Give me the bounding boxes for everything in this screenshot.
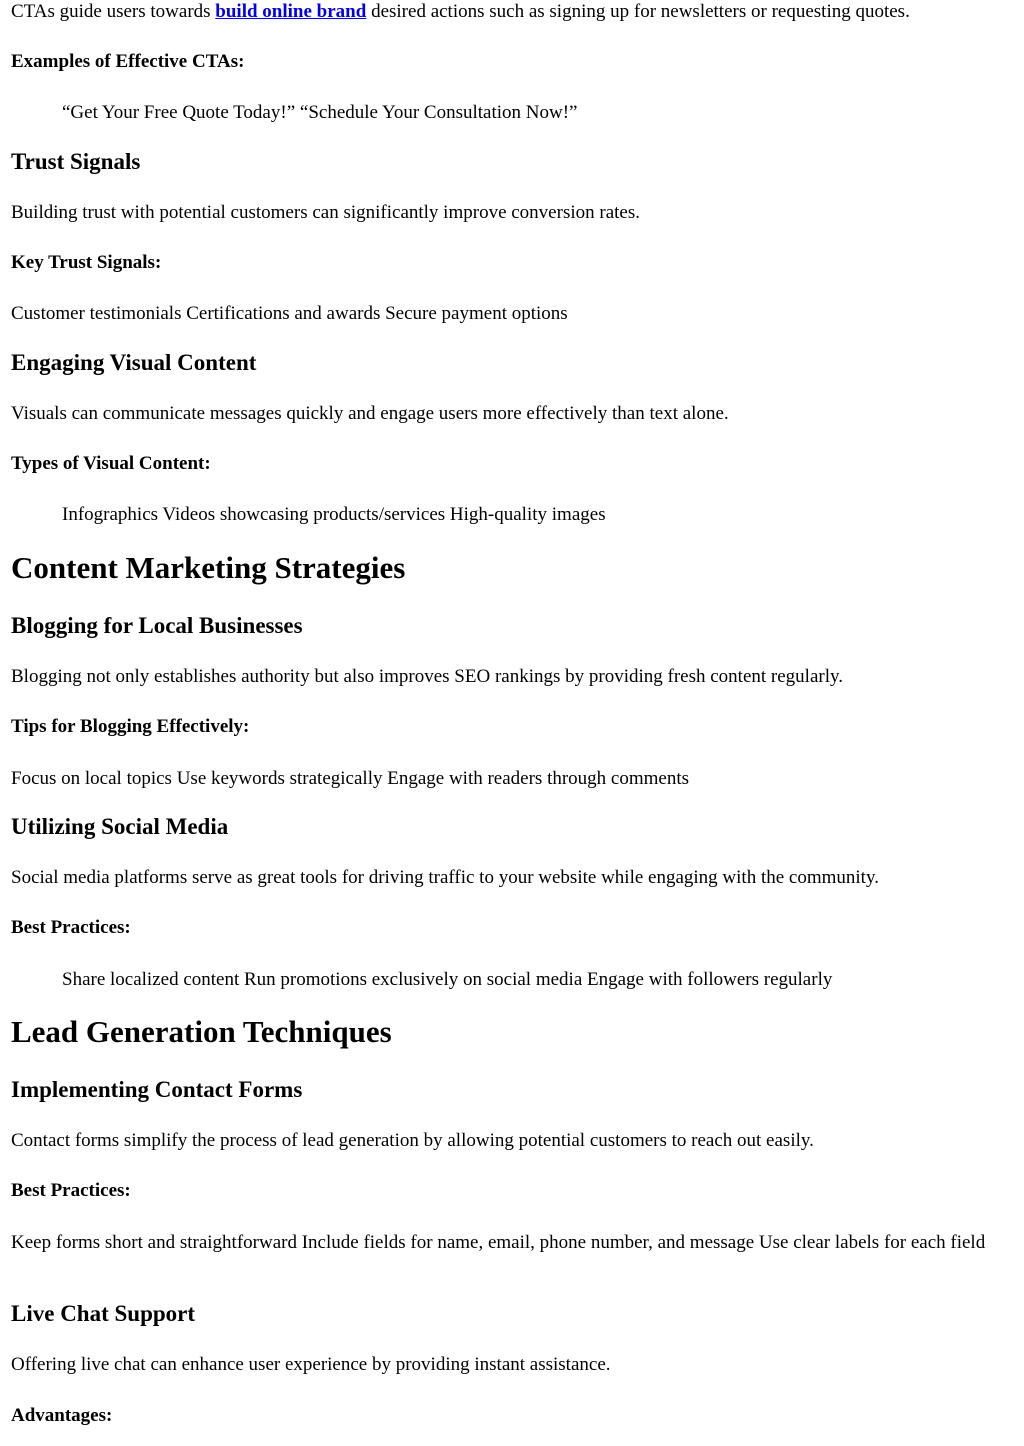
visual-content-list: Infographics Videos showcasing products/services High-quality images — [62, 504, 606, 525]
contact-forms-best-practices-list: Keep forms short and straightforward Include fields for name, email, phone number, and message Use clear labels for each field — [11, 1232, 986, 1253]
cta-examples-heading: Examples of Effective CTAs: — [11, 51, 245, 72]
visual-content-title: Engaging Visual Content — [11, 350, 257, 375]
visual-content-types-heading: Types of Visual Content: — [11, 453, 211, 474]
social-best-practices-list: Share localized content Run promotions exclusively on social media Engage with followers regularly — [62, 969, 833, 990]
contact-forms-body: Contact forms simplify the process of lead generation by allowing potential customers to reach out easily. — [11, 1130, 814, 1151]
key-trust-signals-heading: Key Trust Signals: — [11, 252, 162, 273]
intro-paragraph — [11, 0, 910, 23]
build-online-brand-link[interactable]: build online brand — [215, 1, 367, 22]
lead-generation-title: Lead Generation Techniques — [11, 1014, 392, 1049]
social-media-body: Social media platforms serve as great tools for driving traffic to your website while engaging with the community. — [11, 867, 879, 888]
blogging-tips-list: Focus on local topics Use keywords strategically Engage with readers through comments — [11, 768, 690, 789]
blogging-tips-heading: Tips for Blogging Effectively: — [11, 716, 250, 737]
live-chat-advantages-heading: Advantages: — [11, 1405, 113, 1426]
trust-signals-body: Building trust with potential customers can significantly improve conversion rates. — [11, 202, 640, 223]
live-chat-title: Live Chat Support — [11, 1301, 196, 1326]
blogging-body: Blogging not only establishes authority but also improves SEO rankings by providing fresh content regularly. — [11, 666, 844, 687]
content-marketing-title: Content Marketing Strategies — [11, 550, 406, 585]
intro-text-after: desired actions such as signing up for newsletters or requesting quotes. — [366, 1, 910, 22]
contact-forms-best-practices-heading: Best Practices: — [11, 1180, 131, 1201]
contact-forms-title: Implementing Contact Forms — [11, 1077, 303, 1102]
live-chat-body: Offering live chat can enhance user experience by providing instant assistance. — [11, 1354, 611, 1375]
visual-content-body: Visuals can communicate messages quickly and engage users more effectively than text alone. — [11, 403, 729, 424]
trust-signals-list: Customer testimonials Certifications and awards Secure payment options — [11, 303, 568, 324]
cta-examples-list: “Get Your Free Quote Today!” “Schedule Your Consultation Now!” — [62, 102, 578, 123]
social-best-practices-heading: Best Practices: — [11, 917, 131, 938]
social-media-title: Utilizing Social Media — [11, 814, 229, 839]
trust-signals-title: Trust Signals — [11, 149, 141, 174]
intro-text-before: CTAs guide users towards — [11, 1, 216, 22]
blogging-title: Blogging for Local Businesses — [11, 613, 303, 638]
